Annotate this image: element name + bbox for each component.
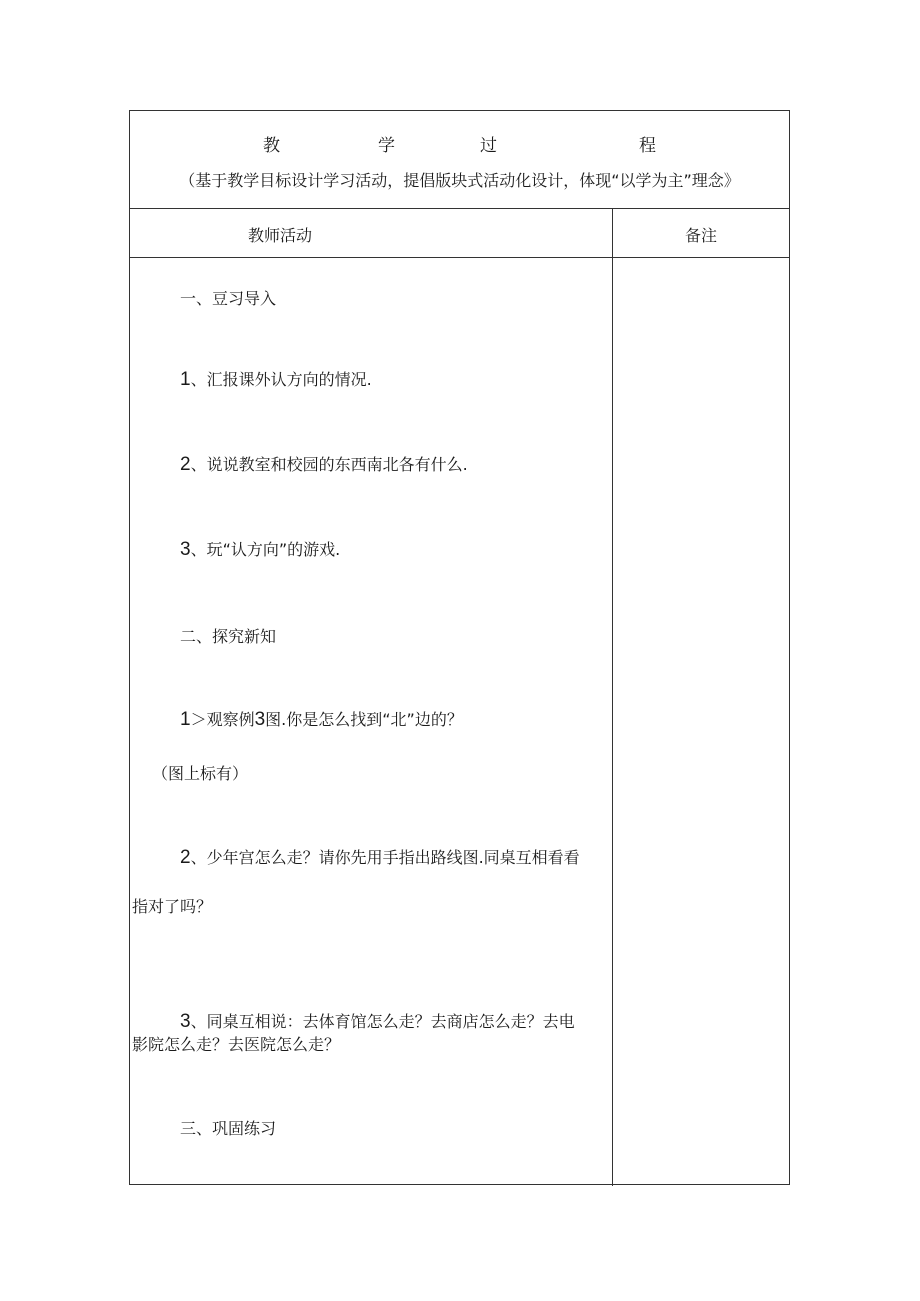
item-number: 3 — [180, 539, 191, 560]
item-text-continuation: 指对了吗？ — [132, 897, 213, 916]
item-text: 、汇报课外认方向的情况. — [190, 370, 372, 389]
item-number: 3 — [180, 1011, 191, 1032]
list-item — [180, 537, 340, 561]
item-text: 图.你是怎么找到“北”边的？ — [265, 710, 463, 729]
item-text-continuation: 影院怎么走？去医院怎么走？ — [132, 1035, 341, 1054]
item-text: 、玩“认方向”的游戏. — [190, 540, 341, 559]
list-item — [180, 845, 580, 869]
item-number: 2 — [180, 454, 191, 475]
item-number: 2 — [180, 847, 191, 868]
header-remarks: 备注 — [685, 226, 718, 245]
title-char: 程 — [639, 136, 656, 156]
list-item — [180, 707, 463, 731]
item-number: 1 — [180, 369, 191, 390]
figure-number: 3 — [254, 709, 266, 730]
header-teacher-activity: 教师活动 — [248, 226, 313, 245]
item-separator: ＞观察例 — [190, 710, 255, 729]
table-title — [130, 131, 789, 155]
list-item — [180, 452, 468, 476]
item-text: 、同桌互相说：去体育馆怎么走？去商店怎么走？去电 — [190, 1012, 575, 1031]
lesson-process-table — [129, 110, 790, 1185]
section-heading-explore: 二、探究新知 — [180, 627, 277, 646]
title-char: 过 — [480, 136, 497, 156]
column-divider — [612, 209, 613, 1186]
item-text: 、少年宫怎么走？请你先用手指出路线图.同桌互相看看 — [190, 848, 580, 867]
list-item — [180, 367, 372, 391]
title-char: 学 — [378, 136, 395, 156]
item-number: 1 — [180, 709, 191, 730]
section-heading-review: 一、豆习导入 — [180, 289, 277, 308]
item-note: （图上标有） — [152, 764, 249, 783]
table-title-row — [130, 111, 789, 209]
list-item — [180, 1009, 575, 1033]
table-subtitle: （基于教学目标设计学习活动，提倡版块式活动化设计，体现“以学为主”理念》 — [179, 171, 740, 190]
item-text: 、说说教室和校园的东西南北各有什么. — [190, 455, 468, 474]
title-char: 教 — [263, 136, 280, 156]
section-heading-practice: 三、巩固练习 — [180, 1119, 277, 1138]
table-header-row — [130, 209, 789, 258]
